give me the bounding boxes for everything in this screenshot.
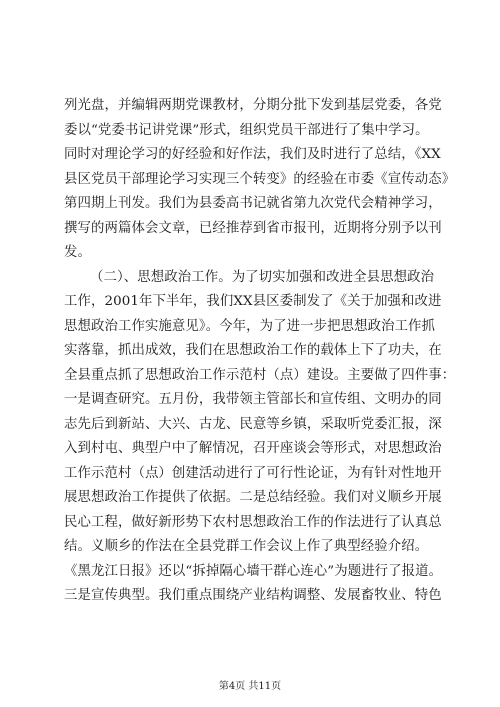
text-line: 三是宣传典型。我们重点围绕产业结构调整、发展畜牧业、特色 <box>64 588 442 603</box>
text-line: 第四期上刊发。我们为县委高书记就省第九次党代会精神学习， <box>64 196 442 211</box>
page-footer <box>0 680 500 694</box>
text-line: 展思想政治工作提供了依据。二是总结经验。我们对义顺乡开展 <box>64 490 442 505</box>
text-line: 撰写的两篇体会文章，已经推荐到省市报刊，近期将分别予以刊 <box>64 220 442 236</box>
text-line: 《黑龙江日报》还以“拆掉隔心墙干群心连心”为题进行了报道。 <box>64 563 443 579</box>
text-line: 一是调查研究。五月份，我带领主管部长和宣传组、文明办的同 <box>64 392 442 407</box>
text-line: 发。 <box>64 245 91 260</box>
text-line: 委以“党委书记讲党课”形式，组织党员干部进行了集中学习。 <box>64 122 429 138</box>
text-line: 思想政治工作实施意见》。今年，为了进一步把思想政治工作抓 <box>64 318 436 334</box>
section-heading-line: （二）、思想政治工作。为了切实加强和改进全县思想政治 <box>90 269 435 285</box>
text-line: 工作示范村（点）创建活动进行了可行性论证，为有针对性地开 <box>64 465 442 481</box>
text-line: 实落靠，抓出成效，我们在思想政治工作的载体上下了功夫，在 <box>64 343 442 358</box>
text-line: 入到村屯、典型户中了解情况，召开座谈会等形式，对思想政治 <box>64 441 442 456</box>
text-line: 同时对理论学习的好经验和好作法，我们及时进行了总结，《XX <box>64 147 441 162</box>
text-line: 全县重点抓了思想政治工作示范村（点）建设。主要做了四件事： <box>64 367 456 383</box>
text-line: 县区党员干部理论学习实现三个转变》的经验在市委《宣传动态》 <box>64 171 456 187</box>
text-line: 志先后到新站、大兴、古龙、民意等乡镇，采取听党委汇报，深 <box>64 416 442 432</box>
text-line: 结。义顺乡的作法在全县党群工作会议上作了典型经验介绍。 <box>64 539 429 554</box>
page-number: 第4页 共11页 <box>218 681 282 692</box>
text-line: 工作，2001年下半年，我们XX县区委制发了《关于加强和改进 <box>64 294 442 309</box>
text-line: 列光盘，并编辑两期党课教材，分期分批下发到基层党委，各党 <box>64 98 442 113</box>
document-body <box>64 94 456 609</box>
text-line: 民心工程，做好新形势下农村思想政治工作的作法进行了认真总 <box>64 514 442 530</box>
